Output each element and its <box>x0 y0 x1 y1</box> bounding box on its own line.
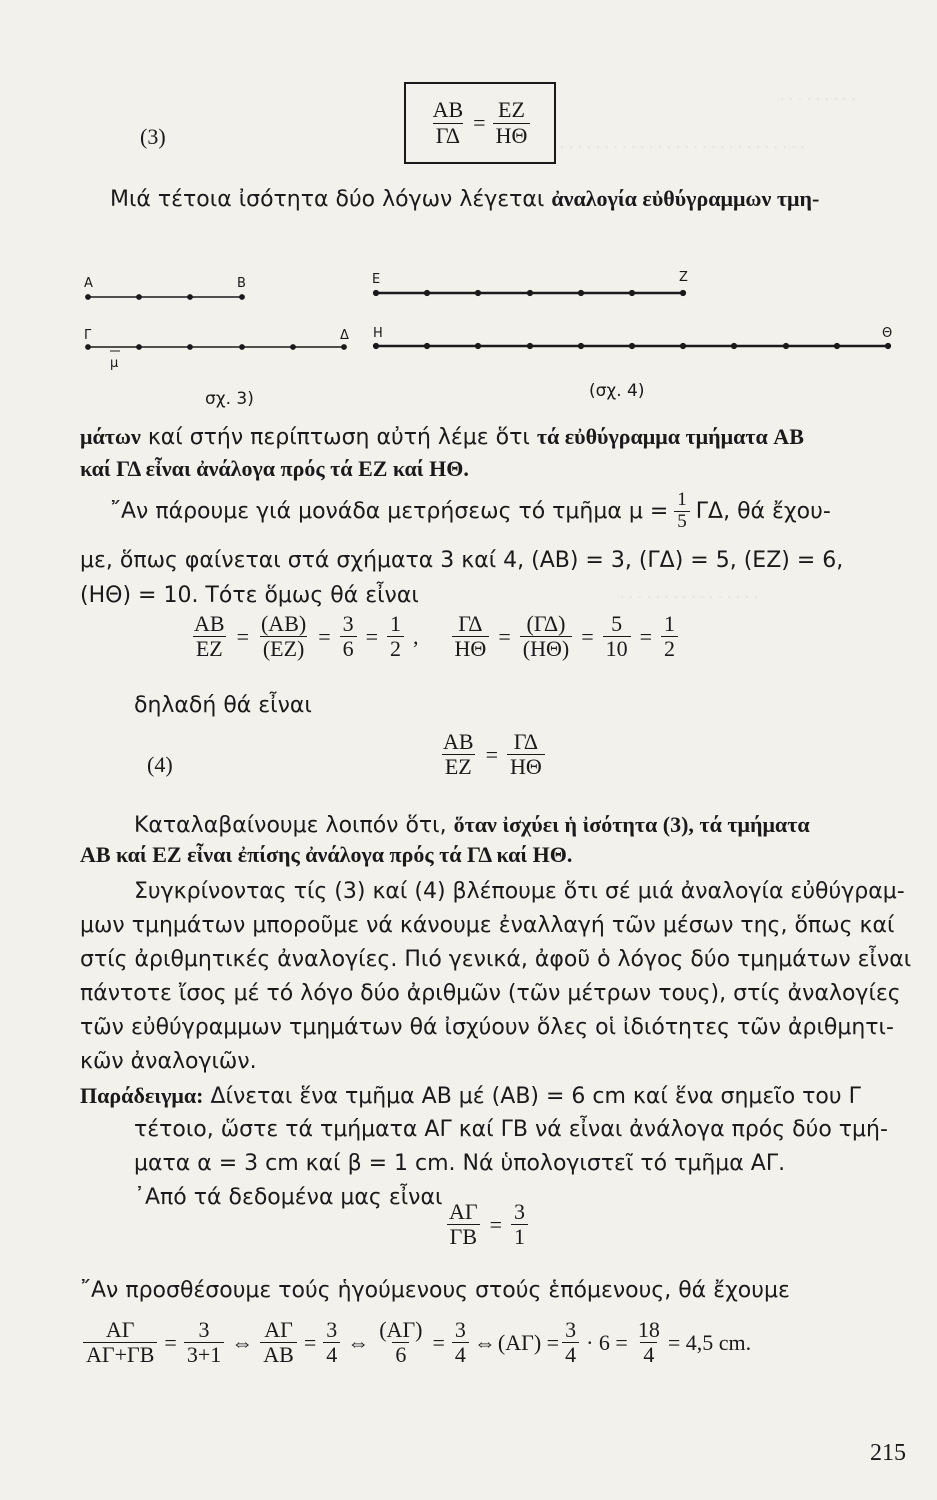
final-frac-den: AΓ+ΓB <box>83 1342 157 1367</box>
example-line5: ῎Αν προσθέσουμε τούς ἡγούμενους στούς ἑπόμενους, θά ἔχουμε <box>80 1278 790 1303</box>
tick-HTh <box>681 344 686 349</box>
para1-line <box>110 186 819 212</box>
para4-line: δηλαδή θά εἶναι <box>134 693 312 718</box>
bleed-through-text: · · · · · · · · · <box>780 92 856 108</box>
final-g-mid: · 6 = <box>586 1329 628 1355</box>
para3-line3: (HΘ) = 10. Τότε ὅμως θά εἶναι <box>80 583 419 608</box>
figure-3 <box>86 295 346 351</box>
given-ratio: $\frac{A\Gamma}{\Gamma B}$ = $\frac{3}{1}$ <box>443 1200 531 1249</box>
tick-GD <box>86 345 90 349</box>
final-result: = 4,5 cm. <box>667 1329 752 1355</box>
ratio-frac-num: 3 <box>342 611 354 636</box>
final-frac-num: 3 <box>198 1317 210 1342</box>
eq3-box: $\frac{AB}{\Gamma\Delta}$ = $\frac{EZ}{H\Theta}$ <box>404 82 556 164</box>
final-frac-num: 3 <box>454 1317 466 1342</box>
figures-3-4 <box>70 265 910 415</box>
given-rden: 1 <box>511 1224 528 1249</box>
tick-EZ <box>630 291 635 296</box>
fig3-caption: σχ. 3) <box>205 389 254 409</box>
ratio-frac-den: (HΘ) <box>520 636 572 661</box>
tick-HTh <box>886 344 891 349</box>
given-num: AΓ <box>449 1199 478 1224</box>
tick-HTh <box>835 344 840 349</box>
tick-GD <box>291 345 295 349</box>
tick-AB <box>86 295 90 299</box>
para3-line1 <box>110 490 831 533</box>
bleed-through-text: · · · · · · · · · · · · · · · · · · · · · · · · · · · · <box>560 140 805 156</box>
ratio-frac-num: 1 <box>390 611 402 636</box>
para5-line2: AB καί EZ εἶναι ἐπίσης ἀνάλογα πρός τά ΓΔ καί HΘ. <box>80 842 573 867</box>
tick-HTh <box>579 344 584 349</box>
tick-GD <box>240 345 244 349</box>
eq4-rhs-den: HΘ <box>507 754 545 779</box>
tick-GD <box>188 345 192 349</box>
fig3-label-d: Δ <box>340 328 349 343</box>
eq3-lhs-den: ΓΔ <box>433 123 463 148</box>
final-frac-den: 6 <box>392 1342 409 1367</box>
fig3-label-g: Γ <box>84 328 92 343</box>
ratio-frac-den: 10 <box>603 636 631 661</box>
eq3-rhs-num: EZ <box>498 97 525 123</box>
para6-line6: κῶν ἀναλογιῶν. <box>80 1049 257 1074</box>
example-label: Παράδειγμα: <box>80 1083 204 1108</box>
tick-HTh <box>425 344 430 349</box>
given-rnum: 3 <box>514 1199 526 1224</box>
para3-l1-b: ΓΔ, θά ἔχου- <box>695 498 831 524</box>
eq3-label: (3) <box>140 124 166 149</box>
para2-line1 <box>80 424 804 450</box>
tick-HTh <box>732 344 737 349</box>
given-den: ΓB <box>447 1224 480 1249</box>
tick-HTh <box>528 344 533 349</box>
eq4-rhs-num: ΓΔ <box>513 729 539 754</box>
para6-line1: Συγκρίνοντας τίς (3) καί (4) βλέπουμε ὅτι σέ μιά ἀναλογία εὐθύγραμ- <box>134 879 905 904</box>
para6-line2: μων τμημάτων μποροῦμε νά κάνουμε ἐναλλαγή τῶν μέσων της, ὅπως καί <box>80 913 895 938</box>
para3-line2: με, ὅπως φαίνεται στά σχήματα 3 καί 4, (AB) = 3, (ΓΔ) = 5, (EZ) = 6, <box>80 548 844 573</box>
para5-l1-a: Καταλαβαίνουμε λοιπόν ὅτι, <box>134 813 447 838</box>
eq3-rhs-den: HΘ <box>493 123 531 148</box>
ratio-frac-num: (AB) <box>260 611 307 636</box>
eq4-label: (4) <box>147 752 173 777</box>
bleed-through-text: · · · · · · · · · · · · · · · · <box>620 590 758 606</box>
final-equation: $\frac{A\Gamma}{A\Gamma+\Gamma B}$ = $\frac{3}{3+1}$ ⇔ $\frac{A\Gamma}{AB}$ = $\frac{3}{4}$ ⇔ $\frac{(A\Gamma)}{6}$ = $\frac{3}{4}$ ⇔ (AΓ) = $\frac{3}{4}$ · 6 = $\frac{18}{4}$ = 4,5 cm. <box>80 1318 751 1367</box>
fig4-label-e: E <box>372 272 381 287</box>
tick-AB <box>240 295 244 299</box>
fig4-label-th: Θ <box>882 326 893 341</box>
para2-l1-mid: καί στήν περίπτωση αὐτή λέμε ὅτι <box>147 425 530 450</box>
final-frac-den: 4 <box>323 1342 340 1367</box>
para2-l1-bold: μάτων <box>80 424 141 449</box>
final-frac-den: 3+1 <box>184 1342 224 1367</box>
tick-HTh <box>784 344 789 349</box>
ratio-frac-den: EZ <box>193 636 226 661</box>
mu-frac-den: 5 <box>674 511 690 533</box>
eq4-lhs-num: AB <box>443 729 474 754</box>
example-line2: τέτοιο, ὥστε τά τμήματα AΓ καί ΓB νά εἶναι ἀνάλογα πρός δύο τμή- <box>134 1117 888 1142</box>
fig4-caption: (σχ. 4) <box>589 381 645 401</box>
final-frac-den: 4 <box>452 1342 469 1367</box>
fig4-label-z: Z <box>679 270 688 285</box>
example-line1 <box>80 1083 861 1109</box>
para1-lead: Μιά τέτοια ἰσότητα δύο λόγων λέγεται <box>110 187 545 212</box>
eq4: $\frac{AB}{EZ}$ = $\frac{\Gamma\Delta}{H\Theta}$ <box>437 730 548 779</box>
eq3-lhs-num: AB <box>432 97 464 123</box>
ratios-line: $\frac{AB}{EZ}$ = $\frac{(AB)}{(EZ)}$ = $\frac{3}{6}$ = $\frac{1}{2}$ , $\frac{\Gamma\Delta}{H\Theta}$ = $\frac{(\Gamma\Delta)}{(H\Theta)}$ = $\frac{5}{10}$ = $\frac{1}{2}$ <box>188 612 681 661</box>
fig3-label-b: B <box>237 276 246 291</box>
final-frac-den: 4 <box>562 1342 579 1367</box>
para5-line1 <box>134 812 810 838</box>
fig3-label-a: A <box>84 276 93 291</box>
mu-frac-num: 1 <box>677 489 687 510</box>
para2-l1-bold2: τά εὐθύγραμμα τμήματα AB <box>536 424 804 449</box>
fig4-label-h: H <box>373 326 383 341</box>
tick-EZ <box>374 291 379 296</box>
para6-line3: στίς ἀριθμητικές ἀναλογίες. Πιό γενικά, ἀφοῦ ὁ λόγος δύο τμημάτων εἶναι <box>80 947 912 972</box>
fig3-label-mu: μ <box>110 356 119 371</box>
page-number: 215 <box>870 1440 906 1466</box>
para6-line4: πάντοτε ἴσος μέ τό λόγο δύο ἀριθμῶν (τῶν μέτρων τους), στίς ἀναλογίες <box>80 981 901 1006</box>
tick-GD <box>137 345 141 349</box>
tick-EZ <box>425 291 430 296</box>
tick-GD <box>342 345 346 349</box>
final-frac-num: 3 <box>565 1317 577 1342</box>
figure-4 <box>374 291 891 349</box>
final-frac-num: AΓ <box>264 1317 293 1342</box>
tick-HTh <box>374 344 379 349</box>
ratio-frac-den: 6 <box>340 636 357 661</box>
final-frac-den: 4 <box>640 1342 657 1367</box>
ratio-frac-num: ΓΔ <box>458 611 483 636</box>
ratio-frac-den: 2 <box>661 636 678 661</box>
para3-l1-a: ῎Αν πάρουμε γιά μονάδα μετρήσεως τό τμῆμα μ = <box>110 498 669 524</box>
tick-HTh <box>630 344 635 349</box>
example-line3: ματα α = 3 cm καί β = 1 cm. Νά ὑπολογιστεῖ τό τμῆμα AΓ. <box>134 1151 786 1176</box>
eq4-lhs-den: EZ <box>442 754 475 779</box>
ratio-frac-num: 5 <box>611 611 623 636</box>
ratio-frac-den: (EZ) <box>260 636 308 661</box>
example-line4: ᾽Από τά δεδομένα μας εἶναι <box>134 1185 443 1210</box>
tick-EZ <box>681 291 686 296</box>
tick-EZ <box>528 291 533 296</box>
tick-EZ <box>476 291 481 296</box>
tick-AB <box>137 295 141 299</box>
final-frac-num: 3 <box>326 1317 338 1342</box>
final-frac-num: 18 <box>637 1317 660 1342</box>
ratio-frac-num: 1 <box>664 611 676 636</box>
final-frac-num: AΓ <box>105 1317 135 1342</box>
para1-bold: ἀναλογία εὐθύγραμμων τμη- <box>551 186 820 211</box>
ratio-frac-num: AB <box>194 611 225 636</box>
para6-line5: τῶν εὐθύγραμμων τμημάτων θά ἰσχύουν ὅλες οἱ ἰδιότητες τῶν ἀριθμητι- <box>80 1015 894 1040</box>
example-l1: Δίνεται ἕνα τμῆμα AB μέ (AB) = 6 cm καί ἕνα σημεῖο του Γ <box>210 1084 861 1109</box>
tick-EZ <box>579 291 584 296</box>
para5-l1-bold: ὅταν ἰσχύει ἡ ἰσότητα (3), τά τμήματα <box>453 812 810 837</box>
final-frac-den: AB <box>260 1342 297 1367</box>
tick-AB <box>188 295 192 299</box>
para2-line2: καί ΓΔ εἶναι ἀνάλογα πρός τά EZ καί HΘ. <box>80 456 469 481</box>
ratio-frac-den: HΘ <box>452 636 490 661</box>
ratio-frac-den: 2 <box>387 636 404 661</box>
tick-HTh <box>476 344 481 349</box>
ratio-frac-num: (ΓΔ) <box>526 611 566 636</box>
final-g-pre: (AΓ) = <box>497 1329 560 1355</box>
final-frac-num: (AΓ) <box>379 1317 423 1342</box>
